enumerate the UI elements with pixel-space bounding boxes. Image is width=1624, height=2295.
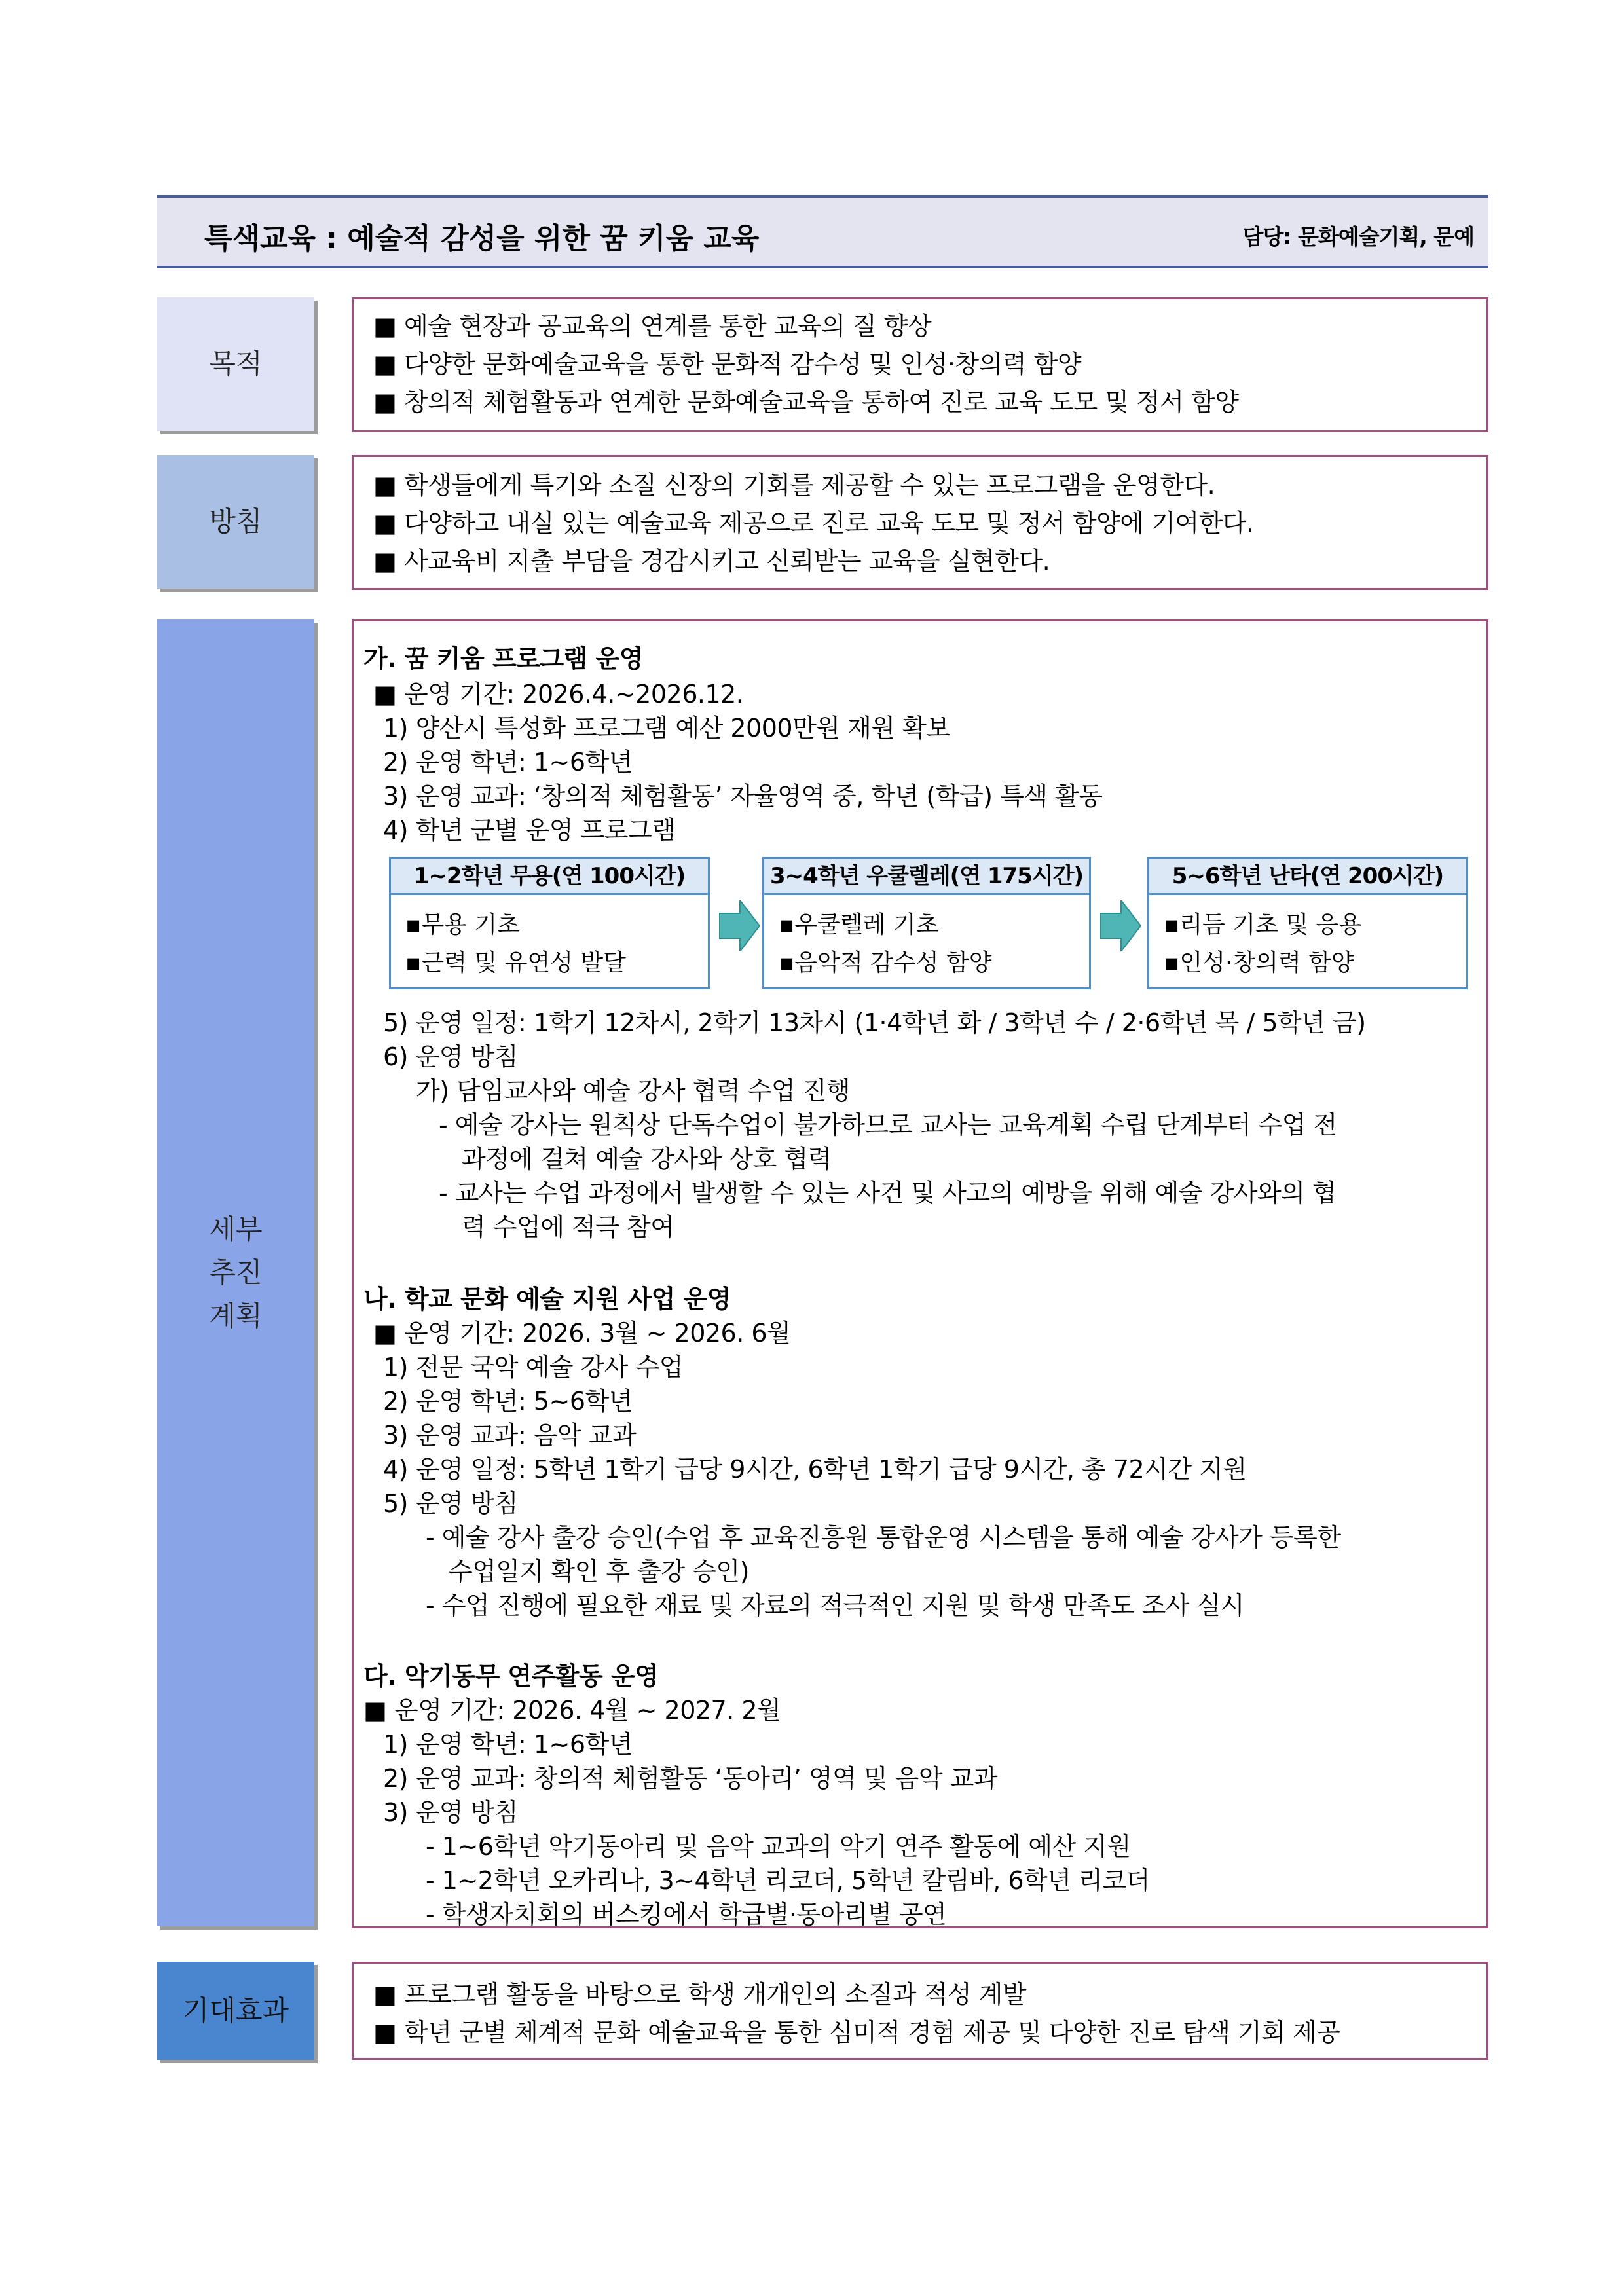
section-b-line: 수업일지 확인 후 출강 승인)	[449, 1557, 749, 1586]
section-a-line: 5) 운영 일정: 1학기 12차시, 2학기 13차시 (1·4학년 화 / 3학년 수 / 2·6학년 목 / 5학년 금)	[383, 1008, 1366, 1037]
program-title: 1~2학년 무용(연 100시간)	[391, 859, 708, 895]
section-a-line: 1) 양산시 특성화 프로그램 예산 2000만원 재원 확보	[383, 714, 950, 743]
section-a-line: 3) 운영 교과: ‘창의적 체험활동’ 자율영역 중, 학년 (학급) 특색 활동	[383, 782, 1103, 811]
policy-item: ■ 사교육비 지출 부담을 경감시키고 신뢰받는 교육을 실현한다.	[373, 547, 1050, 576]
program-item: ▪우쿨렐레 기초	[779, 911, 939, 938]
section-b-line: 3) 운영 교과: 음악 교과	[383, 1421, 637, 1450]
section-a-line: 2) 운영 학년: 1~6학년	[383, 748, 633, 777]
section-c-line: - 학생자치회의 버스킹에서 학급별·동아리별 공연	[426, 1900, 947, 1929]
effect-item: ■ 학년 군별 체계적 문화 예술교육을 통한 심미적 경험 제공 및 다양한 진로 탐색 기회 제공	[373, 2018, 1340, 2047]
section-a-line: 4) 학년 군별 운영 프로그램	[383, 816, 676, 845]
section-c-line: - 1~6학년 악기동아리 및 음악 교과의 악기 연주 활동에 예산 지원	[426, 1832, 1131, 1861]
section-c-line: 3) 운영 방침	[383, 1798, 518, 1827]
section-a-line: - 교사는 수업 과정에서 발생할 수 있는 사건 및 사고의 예방을 위해 예술 강사와의 협	[439, 1179, 1337, 1207]
policy-box	[352, 455, 1488, 590]
detail-label-line: 추진	[209, 1257, 263, 1289]
section-a-line: 가) 담임교사와 예술 강사 협력 수업 진행	[416, 1076, 851, 1105]
policy-label-text: 방침	[209, 505, 263, 538]
section-a-line: 과정에 걸쳐 예술 강사와 상호 협력	[462, 1145, 832, 1173]
detail-label-line: 세부	[209, 1213, 263, 1245]
detail-label	[157, 619, 314, 1926]
section-b-line: ■ 운영 기간: 2026. 3월 ~ 2026. 6월	[373, 1319, 791, 1348]
section-a-line: 6) 운영 방침	[383, 1042, 518, 1071]
section-b-line: 5) 운영 방침	[383, 1489, 518, 1518]
program-item: ▪근력 및 유연성 발달	[405, 949, 626, 976]
section-c-line: ■ 운영 기간: 2026. 4월 ~ 2027. 2월	[363, 1696, 781, 1725]
purpose-item: ■ 창의적 체험활동과 연계한 문화예술교육을 통하여 진로 교육 도모 및 정서 함양	[373, 388, 1239, 416]
policy-item: ■ 학생들에게 특기와 소질 신장의 기회를 제공할 수 있는 프로그램을 운영한다.	[373, 471, 1215, 500]
section-b-line: - 수업 진행에 필요한 재료 및 자료의 적극적인 지원 및 학생 만족도 조사 실시	[426, 1591, 1244, 1620]
detail-label-line: 계획	[209, 1300, 263, 1332]
program-title: 3~4학년 우쿨렐레(연 175시간)	[764, 859, 1089, 895]
purpose-item: ■ 다양한 문화예술교육을 통한 문화적 감수성 및 인성·창의력 함양	[373, 350, 1082, 378]
program-title: 5~6학년 난타(연 200시간)	[1149, 859, 1466, 895]
section-a-line: ■ 운영 기간: 2026.4.~2026.12.	[373, 680, 744, 708]
program-box-grade5-6	[1147, 857, 1468, 989]
program-item: ▪음악적 감수성 함양	[779, 949, 992, 976]
purpose-item: ■ 예술 현장과 공교육의 연계를 통한 교육의 질 향상	[373, 312, 932, 340]
effect-label-text: 기대효과	[182, 1994, 289, 2027]
policy-item: ■ 다양하고 내실 있는 예술교육 제공으로 진로 교육 도모 및 정서 함양에 기여한다.	[373, 509, 1254, 538]
page-title: 특색교육 : 예술적 감성을 위한 꿈 키움 교육	[204, 222, 760, 255]
policy-label	[157, 455, 314, 589]
section-a-line: 력 수업에 적극 참여	[462, 1213, 674, 1241]
program-item: ▪리듬 기초 및 응용	[1164, 911, 1362, 938]
section-a-title: 가. 꿈 키움 프로그램 운영	[363, 644, 643, 673]
right-arrow-icon	[719, 900, 760, 951]
detail-box	[352, 619, 1488, 1928]
effect-label	[157, 1962, 314, 2060]
section-b-line: 2) 운영 학년: 5~6학년	[383, 1387, 633, 1416]
owner-label: 담당: 문화예술기획, 문예	[1242, 224, 1474, 249]
program-box-grade1-2	[389, 857, 710, 989]
section-b-line: - 예술 강사 출강 승인(수업 후 교육진흥원 통합운영 시스템을 통해 예술 강사가 등록한	[426, 1523, 1341, 1552]
section-b-title: 나. 학교 문화 예술 지원 사업 운영	[363, 1285, 731, 1313]
purpose-label	[157, 297, 314, 431]
program-box-grade3-4	[762, 857, 1091, 989]
section-b-line: 1) 전문 국악 예술 강사 수업	[383, 1353, 683, 1382]
right-arrow-icon	[1100, 900, 1141, 951]
section-c-line: - 1~2학년 오카리나, 3~4학년 리코더, 5학년 칼림바, 6학년 리코더	[426, 1866, 1150, 1895]
program-item: ▪무용 기초	[405, 911, 520, 938]
section-c-line: 2) 운영 교과: 창의적 체험활동 ‘동아리’ 영역 및 음악 교과	[383, 1764, 998, 1793]
purpose-box	[352, 297, 1488, 432]
purpose-label-text: 목적	[209, 348, 263, 380]
effect-item: ■ 프로그램 활동을 바탕으로 학생 개개인의 소질과 적성 계발	[373, 1980, 1027, 2009]
program-item: ▪인성·창의력 함양	[1164, 949, 1354, 976]
section-c-title: 다. 악기동무 연주활동 운영	[363, 1662, 659, 1691]
section-a-line: - 예술 강사는 원칙상 단독수업이 불가하므로 교사는 교육계획 수립 단계부터 수업 전	[439, 1111, 1337, 1139]
section-c-line: 1) 운영 학년: 1~6학년	[383, 1730, 633, 1759]
section-b-line: 4) 운영 일정: 5학년 1학기 급당 9시간, 6학년 1학기 급당 9시간, 총 72시간 지원	[383, 1455, 1247, 1484]
effect-box	[352, 1962, 1488, 2060]
header-banner	[157, 195, 1488, 268]
